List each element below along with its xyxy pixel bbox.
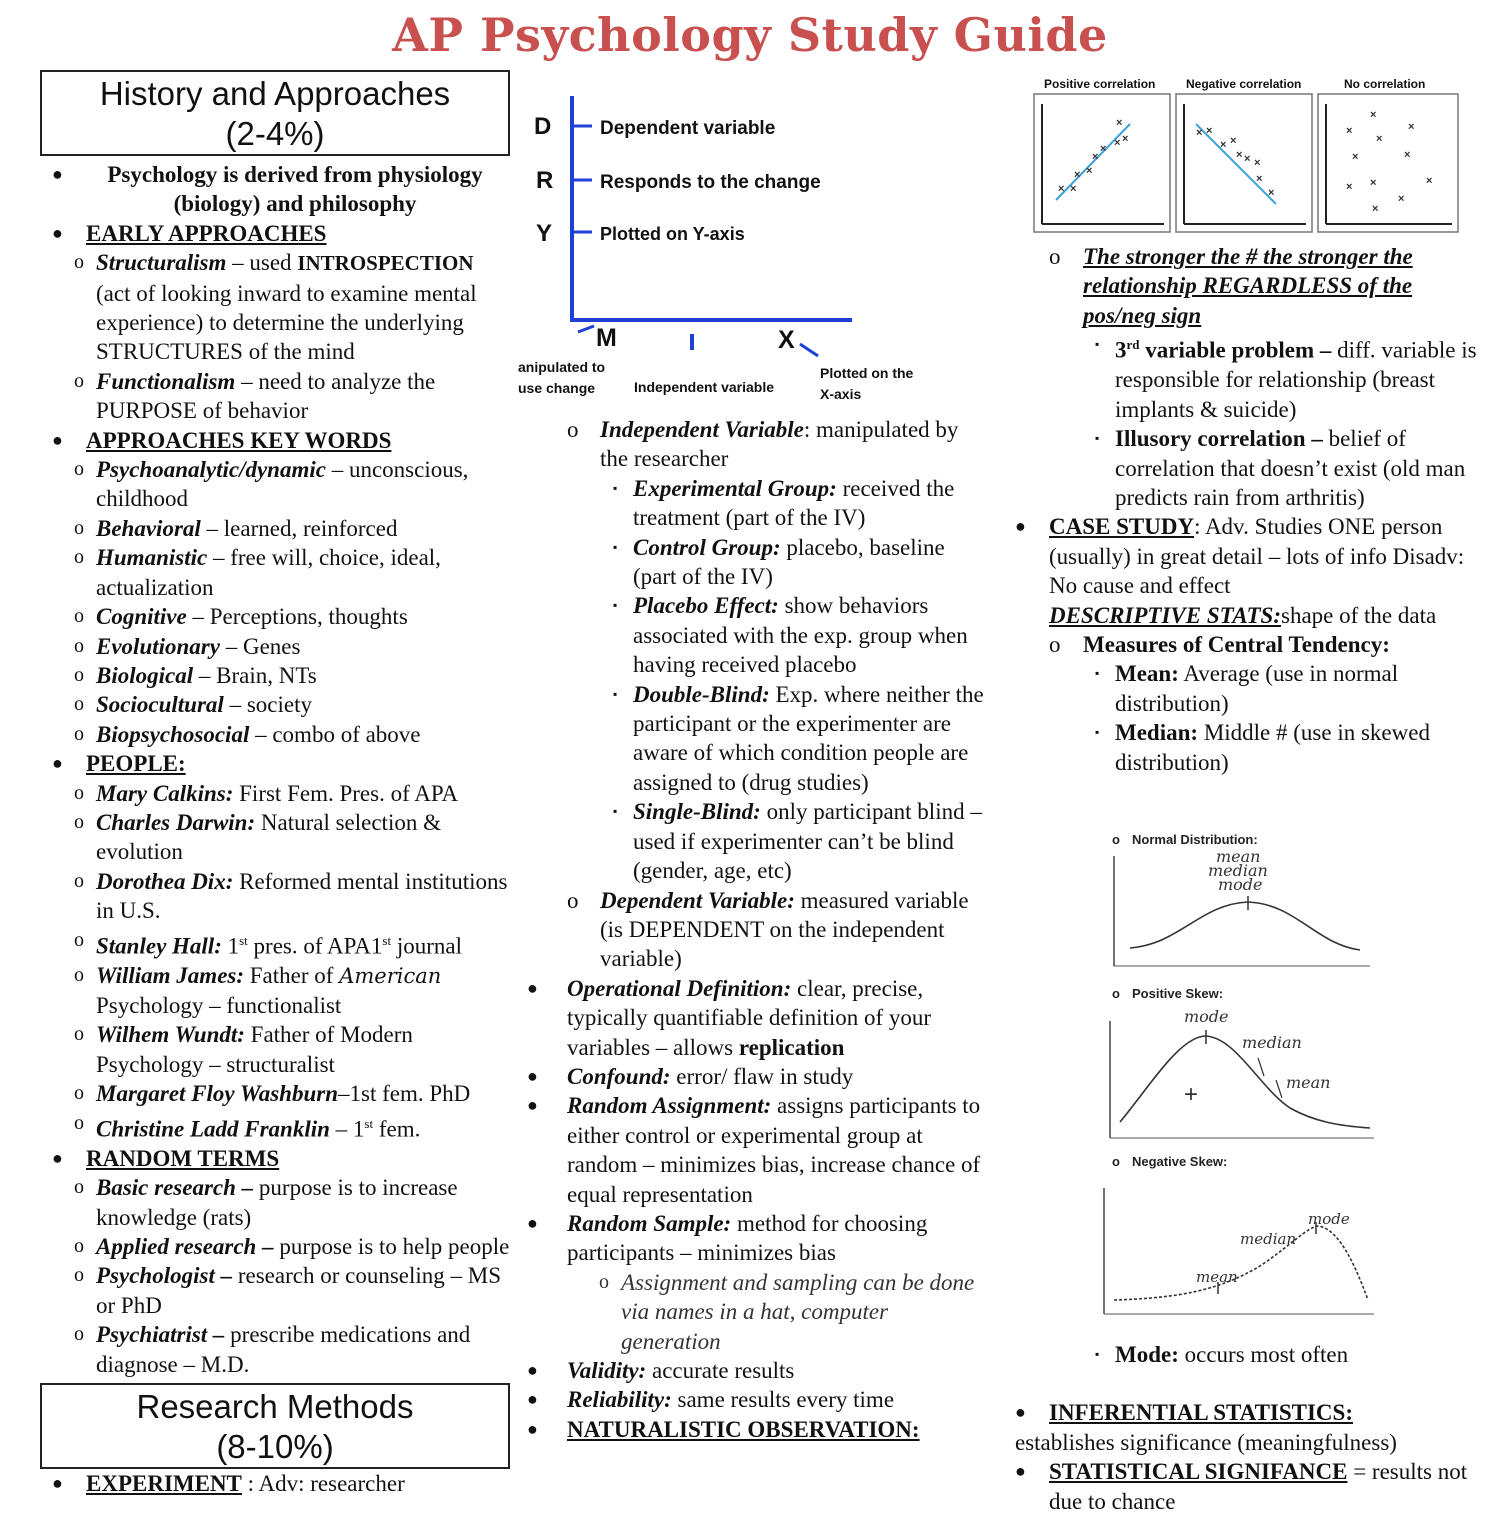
assignment-note: o Assignment and sampling can be done via names in a hat, computer generation xyxy=(515,1268,990,1356)
normal-label: Normal Distribution: xyxy=(1132,832,1258,847)
negative-skew-label: Negative Skew: xyxy=(1132,1154,1228,1169)
descriptive-stats-item: DESCRIPTIVE STATS:shape of the data xyxy=(1049,602,1437,628)
no-correlation-label: No correlation xyxy=(1344,77,1426,91)
i-text: Independent variable xyxy=(634,379,775,395)
svg-text:×: × xyxy=(1376,133,1383,145)
y-text: Plotted on Y-axis xyxy=(600,224,745,244)
people-heading: ● PEOPLE: xyxy=(40,749,510,778)
column-stats-bottom xyxy=(1015,1340,1485,1516)
person-item: o Christine Ladd Franklin – 1st fem. xyxy=(40,1109,510,1144)
naturalistic-item: ● NATURALISTIC OBSERVATION: xyxy=(515,1415,990,1444)
illusory-item: ▪ Illusory correlation – belief of correlation that doesn’t exist (old man predicts rain from arthritis) xyxy=(1095,426,1466,510)
svg-text:×: × xyxy=(1346,125,1353,137)
svg-text:×: × xyxy=(1100,143,1107,155)
svg-text:+: + xyxy=(1184,1081,1199,1108)
x-pointer xyxy=(800,344,818,356)
svg-text:mode: mode xyxy=(1184,1007,1229,1026)
svg-text:median: median xyxy=(1208,861,1268,880)
negative-skew xyxy=(1104,1154,1374,1314)
svg-text:mode: mode xyxy=(1308,1210,1350,1228)
svg-text:median: median xyxy=(1240,1230,1297,1248)
svg-text:o: o xyxy=(1112,832,1120,847)
term-item: o Psychiatrist – prescribe medications and diagnose – M.D. xyxy=(40,1320,510,1379)
svg-text:×: × xyxy=(1372,203,1379,215)
control-group-item: ▪ Control Group: placebo, baseline (part of the IV) xyxy=(515,533,990,592)
svg-text:mode: mode xyxy=(1218,875,1263,894)
svg-text:×: × xyxy=(1058,183,1065,195)
svg-text:×: × xyxy=(1236,149,1243,161)
svg-text:×: × xyxy=(1230,135,1237,147)
letter-r: R xyxy=(536,167,554,194)
negative-correlation-label: Negative correlation xyxy=(1186,77,1302,91)
approach-item: o Biological – Brain, NTs xyxy=(40,661,510,690)
person-item: o Mary Calkins: First Fem. Pres. of APA xyxy=(40,779,510,808)
central-tendency-item: o Measures of Central Tendency: xyxy=(1049,631,1390,657)
person-item: o Stanley Hall: 1st pres. of APA1st journal xyxy=(40,926,510,961)
approach-item: o Cognitive – Perceptions, thoughts xyxy=(40,602,510,631)
svg-text:×: × xyxy=(1370,177,1377,189)
approach-item: o Sociocultural – society xyxy=(40,690,510,719)
term-item: o Basic research – purpose is to increase knowledge (rats) xyxy=(40,1173,510,1232)
svg-text:×: × xyxy=(1352,151,1359,163)
positive-skew xyxy=(1110,986,1374,1138)
svg-text:mean: mean xyxy=(1196,1268,1238,1286)
svg-text:×: × xyxy=(1196,127,1203,139)
svg-text:×: × xyxy=(1268,187,1275,199)
functionalism-item: o Functionalism – need to analyze the PURPOSE of behavior xyxy=(40,367,510,426)
stronger-note: o The stronger the # the stronger the relationship REGARDLESS of the pos/neg sign xyxy=(1049,244,1413,328)
column-stats xyxy=(1015,242,1485,777)
m-text2: use change xyxy=(518,380,596,396)
history-header: History and Approaches (2-4%) xyxy=(40,70,510,156)
positive-correlation-label: Positive correlation xyxy=(1044,77,1156,91)
svg-text:×: × xyxy=(1074,169,1081,181)
approach-item: o Psychoanalytic/dynamic – unconscious, childhood xyxy=(40,455,510,514)
case-study-item: ● CASE STUDY: Adv. Studies ONE person (usually) in great detail – lots of info Disadv: No cause and effect xyxy=(1015,514,1465,599)
double-blind-item: ▪ Double-Blind: Exp. where neither the participant or the experimenter are aware of which condition people are assigned to (drug studies) xyxy=(515,680,990,798)
svg-text:o: o xyxy=(1112,986,1120,1001)
svg-text:×: × xyxy=(1408,121,1415,133)
svg-text:×: × xyxy=(1254,157,1261,169)
dv-item: o Dependent Variable: measured variable (is DEPENDENT on the independent variable) xyxy=(567,887,969,972)
svg-text:median: median xyxy=(1242,1033,1302,1052)
iv-item: o Independent Variable: manipulated by the researcher xyxy=(567,417,959,472)
svg-text:mean: mean xyxy=(1286,1073,1331,1092)
svg-text:mean: mean xyxy=(1216,847,1261,866)
confound-item: ● Confound: error/ flaw in study xyxy=(515,1062,990,1091)
random-terms-heading: ● RANDOM TERMS xyxy=(40,1144,510,1173)
svg-text:o: o xyxy=(1112,1154,1120,1169)
none-panel xyxy=(1318,94,1458,232)
letter-x: X xyxy=(778,326,795,354)
m-text1: anipulated to xyxy=(518,359,606,375)
x-text2: X-axis xyxy=(820,386,862,402)
m-pointer xyxy=(578,326,594,332)
normal-distribution xyxy=(1112,832,1370,966)
mean-item: ▪ Mean: Average (use in normal distribution) xyxy=(1095,661,1399,716)
column-history xyxy=(40,70,510,1498)
svg-text:×: × xyxy=(1256,173,1263,185)
person-item: o Wilhem Wundt: Father of Modern Psychology – structuralist xyxy=(40,1020,510,1079)
scatter-points xyxy=(1058,109,1432,215)
approach-item: o Behavioral – learned, reinforced xyxy=(40,514,510,543)
random-sample-item: ● Random Sample: method for choosing participants – minimizes bias xyxy=(515,1209,990,1268)
page-title: AP Psychology Study Guide xyxy=(392,8,1108,62)
svg-text:×: × xyxy=(1086,165,1093,177)
approach-item: o Evolutionary – Genes xyxy=(40,632,510,661)
svg-text:×: × xyxy=(1206,125,1213,137)
approach-item: o Humanistic – free will, choice, ideal, actualization xyxy=(40,543,510,602)
experiment-item: ● EXPERIMENT : Adv: researcher xyxy=(40,1469,510,1498)
derived-item: ● Psychology is derived from physiology (biology) and philosophy xyxy=(40,160,510,219)
person-item: o Dorothea Dix: Reformed mental institutions in U.S. xyxy=(40,867,510,926)
letter-d: D xyxy=(534,113,552,140)
random-assignment-item: ● Random Assignment: assigns participants to either control or experimental group at random – minimizes bias, increase chance of equal representation xyxy=(515,1091,990,1209)
term-item: o Applied research – purpose is to help people xyxy=(40,1232,510,1261)
svg-text:×: × xyxy=(1426,175,1433,187)
early-approaches-heading: ● EARLY APPROACHES xyxy=(40,219,510,248)
person-item: o Charles Darwin: Natural selection & evolution xyxy=(40,808,510,867)
letter-m: M xyxy=(596,324,617,352)
svg-text:×: × xyxy=(1244,153,1251,165)
mode-item: ▪ Mode: occurs most often xyxy=(1095,1342,1349,1367)
approach-item: o Biopsychosocial – combo of above xyxy=(40,720,510,749)
single-blind-item: ▪ Single-Blind: only participant blind – used if experimenter can’t be blind (gender, age, etc) xyxy=(515,797,990,885)
placebo-item: ▪ Placebo Effect: show behaviors associated with the exp. group when having received placebo xyxy=(515,591,990,679)
letter-y: Y xyxy=(536,220,553,247)
structuralism-item: o Structuralism – used INTROSPECTION (act of looking inward to examine mental experience) to determine the underlying STRUCTURES of the mind xyxy=(40,248,510,367)
svg-text:×: × xyxy=(1404,149,1411,161)
research-methods-header: Research Methods (8-10%) xyxy=(40,1383,510,1469)
svg-text:×: × xyxy=(1370,109,1377,121)
column-research xyxy=(515,415,990,1444)
positive-skew-label: Positive Skew: xyxy=(1132,986,1224,1001)
svg-text:×: × xyxy=(1220,139,1227,151)
median-item: ▪ Median: Middle # (use in skewed distribution) xyxy=(1095,720,1430,775)
positive-panel xyxy=(1034,94,1170,232)
inferential-item: ● INFERENTIAL STATISTICS: establishes significance (meaningfulness) xyxy=(1015,1400,1397,1455)
reliability-item: ● Reliability: same results every time xyxy=(515,1385,990,1414)
correlation-panels xyxy=(1030,74,1462,238)
svg-text:×: × xyxy=(1070,183,1077,195)
validity-item: ● Validity: accurate results xyxy=(515,1356,990,1385)
person-item: o Margaret Floy Washburn–1st fem. PhD xyxy=(40,1079,510,1108)
svg-text:×: × xyxy=(1398,193,1405,205)
significance-item: ● STATISTICAL SIGNIFANCE = results not due to chance xyxy=(1015,1459,1468,1514)
svg-text:×: × xyxy=(1122,133,1129,145)
svg-text:×: × xyxy=(1114,137,1121,149)
third-variable-item: ▪ 3rd variable problem – diff. variable is responsible for relationship (breast implants & suicide) xyxy=(1095,337,1477,422)
exp-group-item: ▪ Experimental Group: received the treatment (part of the IV) xyxy=(515,474,990,533)
x-text1: Plotted on the xyxy=(820,365,914,381)
distribution-sketches xyxy=(1100,826,1400,1326)
opdef-item: ● Operational Definition: clear, precise, typically quantifiable definition of your variables – allows replication xyxy=(515,974,990,1062)
svg-text:×: × xyxy=(1346,181,1353,193)
person-item: o William James: Father of American Psychology – functionalist xyxy=(40,961,510,1021)
approaches-heading: ● APPROACHES KEY WORDS xyxy=(40,426,510,455)
svg-text:×: × xyxy=(1092,151,1099,163)
r-text: Responds to the change xyxy=(600,172,821,193)
term-item: o Psychologist – research or counseling – MS or PhD xyxy=(40,1261,510,1320)
d-text: Dependent variable xyxy=(600,118,776,139)
svg-text:×: × xyxy=(1116,117,1123,129)
dry-mix-diagram xyxy=(512,88,932,408)
